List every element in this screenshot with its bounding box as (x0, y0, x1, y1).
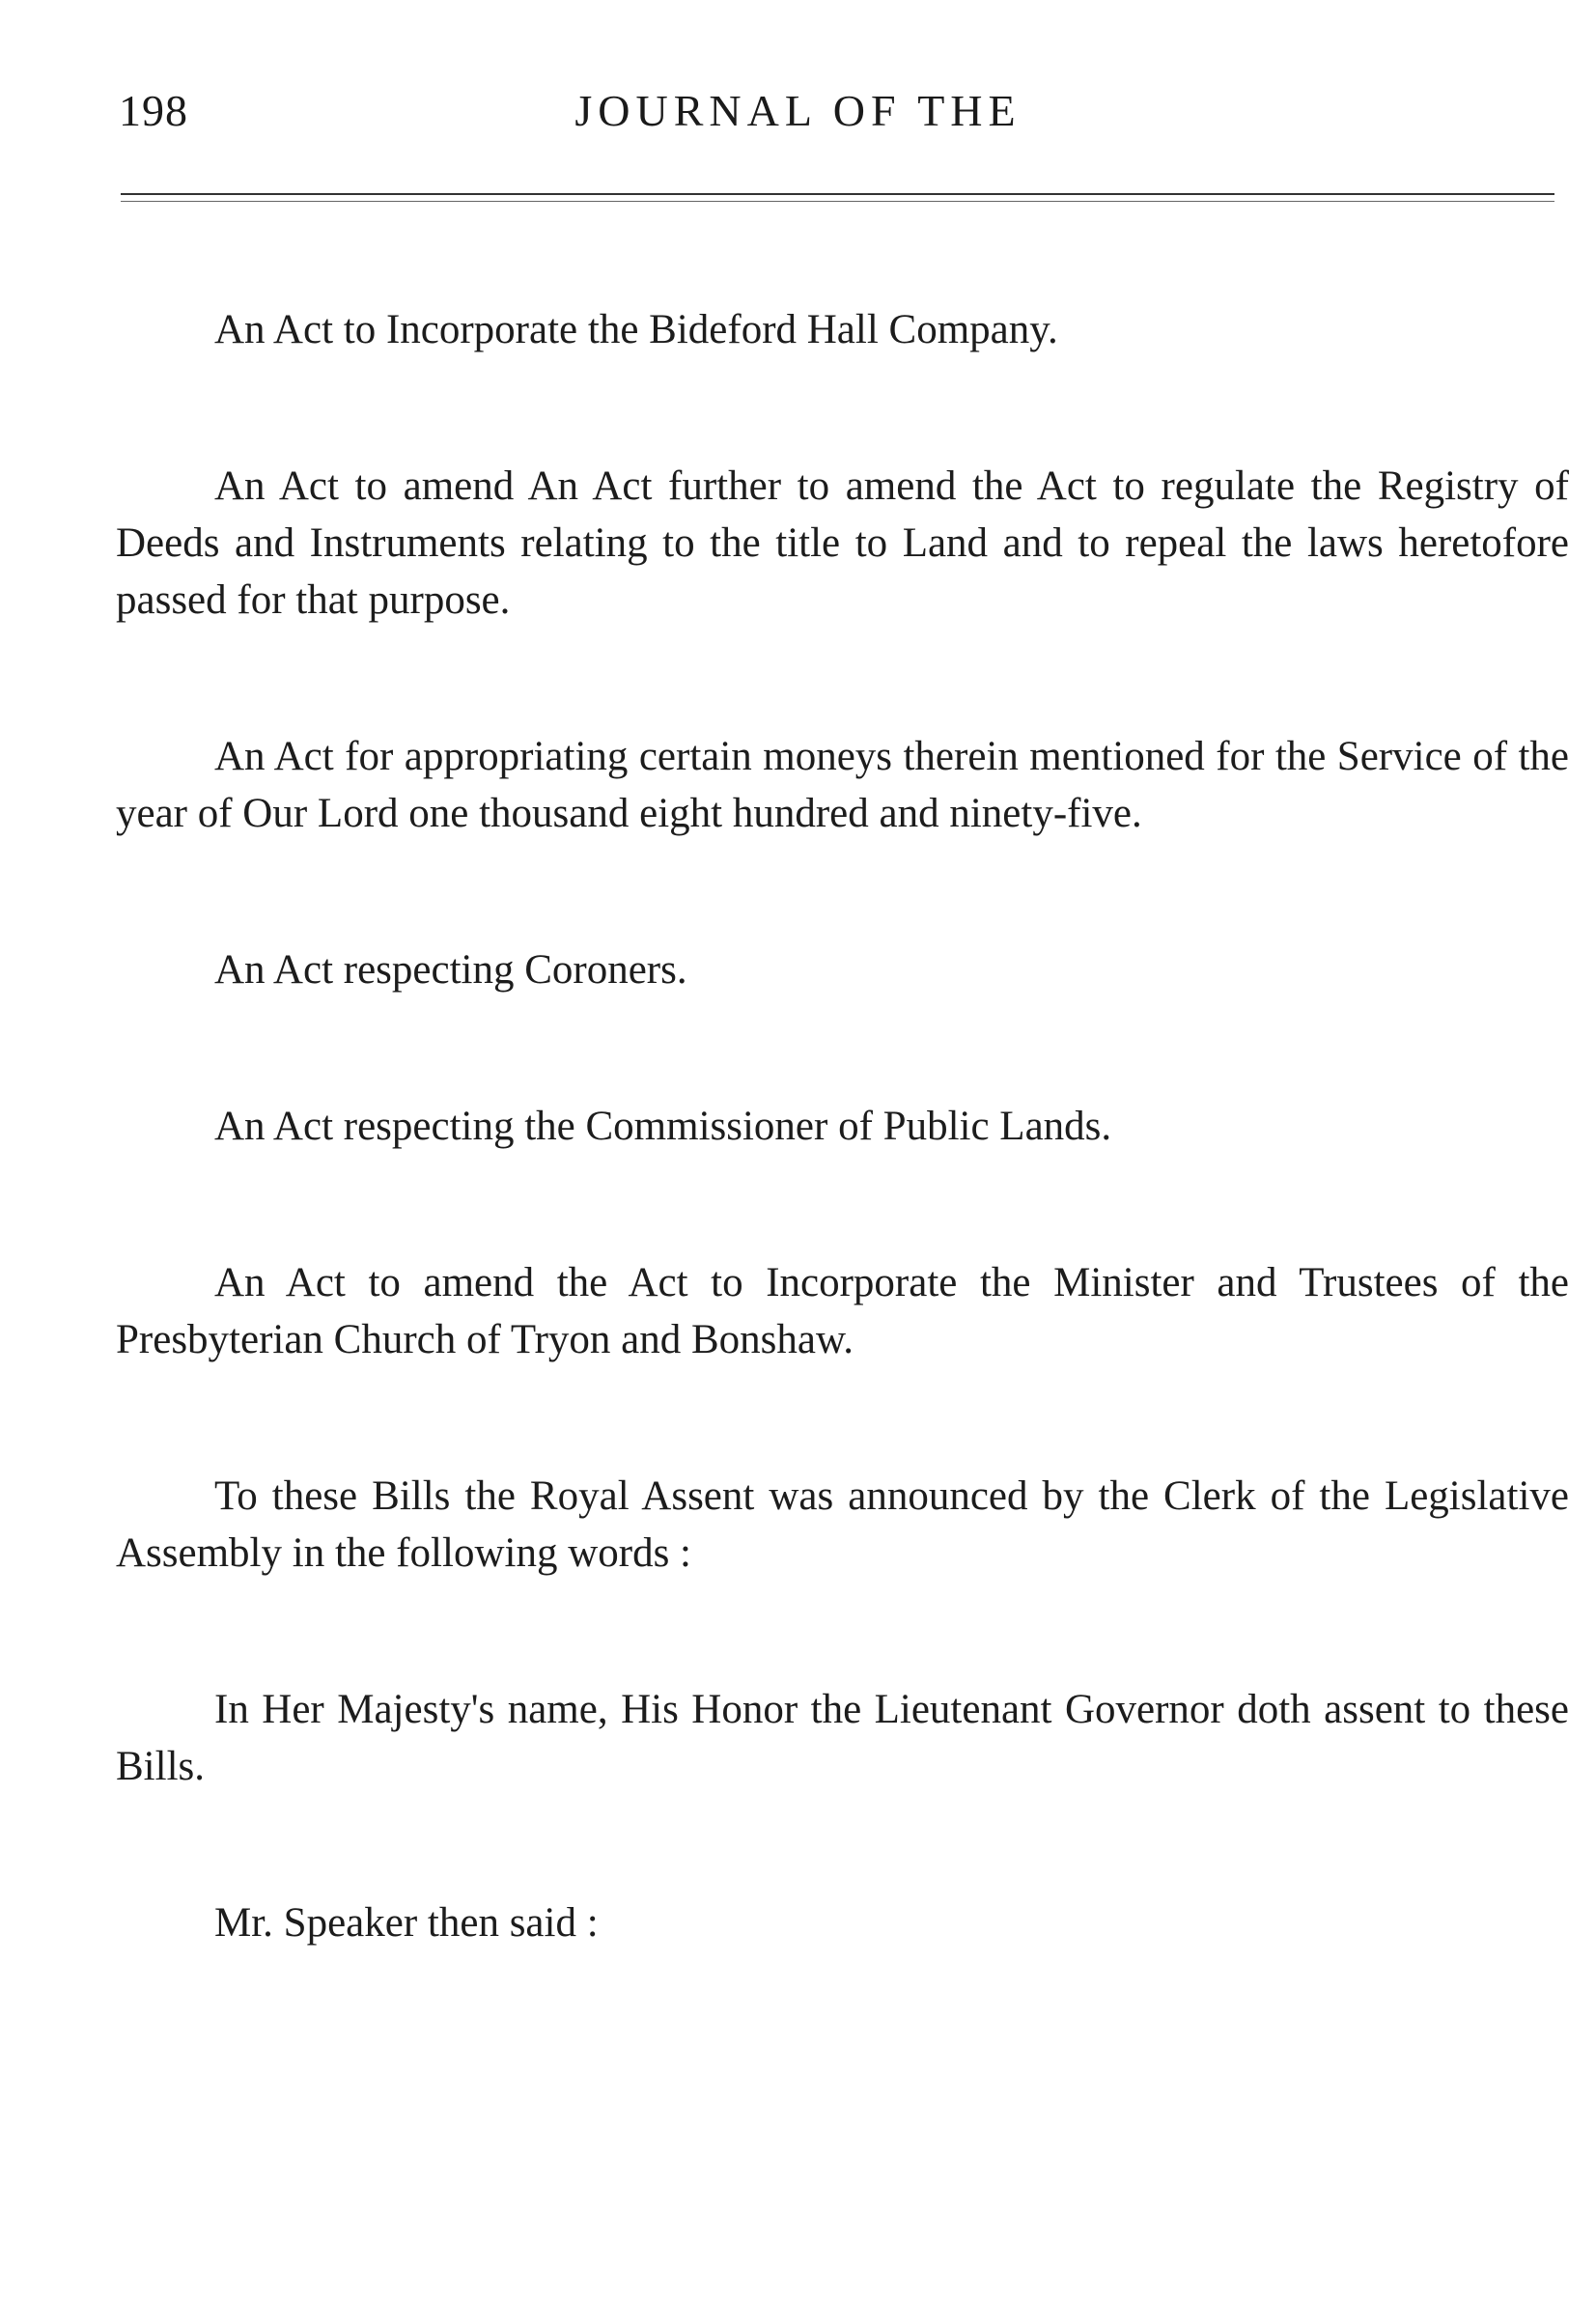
journal-body (116, 301, 1569, 1951)
running-head: JOURNAL OF THE (574, 86, 1022, 135)
speaker-said: Mr. Speaker then said : (214, 1900, 599, 1946)
act-coroners: An Act respecting Coroners. (214, 947, 687, 993)
act-bideford-hall: An Act to Incorporate the Bideford Hall Company. (214, 307, 1058, 352)
act-appropriating-moneys: An Act for appropriating certain moneys therein mentioned for the Service of the year of Our Lord one thousand eight hundred and ninety-five. (116, 734, 1569, 836)
act-presbyterian-church: An Act to amend the Act to Incorporate the Minister and Trustees of the Presbyterian Church of Tryon and Bonshaw. (116, 1260, 1569, 1362)
header-rule-thin (121, 201, 1554, 202)
header-rule (121, 193, 1554, 195)
royal-assent-announcement: To these Bills the Royal Assent was announced by the Clerk of the Legislative Assembly in the following words : (116, 1473, 1569, 1576)
royal-assent-words: In Her Majesty's name, His Honor the Lieutenant Governor doth assent to these Bills. (116, 1687, 1569, 1789)
page-number: 198 (119, 86, 188, 135)
act-public-lands: An Act respecting the Commissioner of Public Lands. (214, 1104, 1112, 1149)
act-registry-of-deeds: An Act to amend An Act further to amend the Act to regulate the Registry of Deeds and Instruments relating to the title to Land and to repeal the laws heretofore passed for that purpose. (116, 463, 1569, 623)
